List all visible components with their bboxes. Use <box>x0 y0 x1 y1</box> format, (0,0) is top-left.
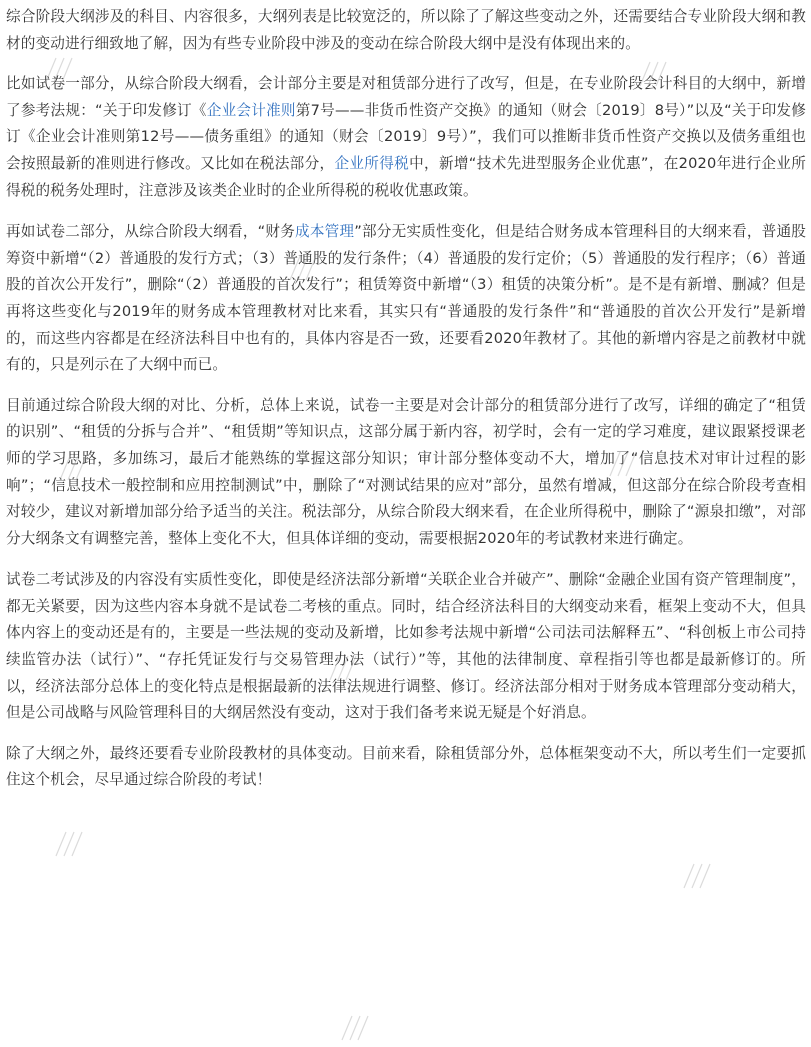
diagonal-stroke-watermark-icon <box>680 860 714 890</box>
diagonal-stroke-watermark-icon <box>338 1012 372 1042</box>
link-cost-management[interactable]: 成本管理 <box>295 223 355 241</box>
paragraph-4: 目前通过综合阶段大纲的对比、分析，总体上来说，试卷一主要是对会计部分的租赁部分进行了改写，详细的确定了“租赁的识别”、“租赁的分拆与合并”、“租赁期”等知识点，这部分属于新内容，初学时，会有一定的学习难度，建议跟紧授课老师的学习思路，多加练习，最后才能熟练的掌握这部分知识；审计部分整体变动不大，增加了“信息技术对审计过程的影响”；“信息技术一般控制和应用控制测试”中，删除了“对测试结果的应对”部分，虽然有增减，但这部分在综合阶段考查相对较少，建议对新增加部分给予适当的关注。税法部分，从综合阶段大纲来看，在企业所得税中，删除了“源泉扣缴”，对部分大纲条文有调整完善，整体上变化不大，但具体详细的变动，需要根据2020年的考试教材来进行确定。 <box>6 396 806 547</box>
paragraph-1: 综合阶段大纲涉及的科目、内容很多，大纲列表是比较宽泛的，所以除了了解这些变动之外，还需要结合专业阶段大纲和教材的变动进行细致地了解，因为有些专业阶段中涉及的变动在综合阶段大纲中是没有体现出来的。 <box>6 8 806 52</box>
diagonal-stroke-watermark-icon <box>52 828 86 858</box>
link-enterprise-accounting-standards[interactable]: 企业会计准则 <box>206 101 296 119</box>
paragraph-3-text-b: ”部分无实质性变化，但是结合财务成本管理科目的大纲来看，普通股筹资中新增“（2）普通股的发行方式；（3）普通股的发行条件；（4）普通股的发行定价；（5）普通股的发行程序；（6）普通股的首次公开发行”，删除“（2）普通股的首次发行”；租赁筹资中新增“（3）租赁的决策分析”。是不是有新增、删减？但是再将这些变化与2019年的财务成本管理教材对比来看，其实只有“普通股的发行条件”和“普通股的首次公开发行”是新增的，而这些内容都是在经济法科目中也有的，具体内容是否一致，还要看2020年教材了。其他的新增内容是之前教材中就有的，只是列示在了大纲中而已。 <box>6 223 807 374</box>
paragraph-6: 除了大纲之外，最终还要看专业阶段教材的具体变动。目前来看，除租赁部分外，总体框架变动不大，所以考生们一定要抓住这个机会，尽早通过综合阶段的考试！ <box>6 744 806 789</box>
article-body <box>6 0 806 794</box>
paragraph-3 <box>6 219 806 379</box>
paragraph-3-text-a: 再如试卷二部分，从综合阶段大纲看，“财务 <box>6 223 296 241</box>
paragraph-2-text-c: 中，新增“技术先进型服务企业优惠”，在2020年进行企业所得税的税务处理时，注意涉及该类企业时的企业所得税的税收优惠政策。 <box>6 154 806 199</box>
paragraph-5: 试卷二考试涉及的内容没有实质性变化，即使是经济法部分新增“关联企业合并破产”、删除“金融企业国有资产管理制度”，都无关紧要，因为这些内容本身就不是试卷二考核的重点。同时，结合经济法科目的大纲变动来看，框架上变动不大，但具体内容上的变动还是有的，主要是一些法规的变动及新增，比如参考法规中新增“公司法司法解释五”、“科创板上市公司持续监管办法（试行）”、“存托凭证发行与交易管理办法（试行）”等，其他的法律制度、章程指引等也都是最新修订的。所以，经济法部分总体上的变化特点是根据最新的法律法规进行调整、修订。经济法部分相对于财务成本管理部分变动稍大，但是公司战略与风险管理科目的大纲居然没有变动，这对于我们备考来说无疑是个好消息。 <box>6 571 806 722</box>
paragraph-2-text-a: 比如试卷一部分，从综合阶段大纲看，会计部分主要是对租赁部分进行了改写，但是，在专业阶段会计科目的大纲中，新增了参考法规：“关于印发修订《 <box>6 75 806 119</box>
paragraph-2 <box>6 71 806 204</box>
paragraph-2-text-b: 第7号——非货币性资产交换》的通知（财会〔2019〕8号）”以及“关于印发修订《企业会计准则第12号——债务重组》的通知（财会〔2019〕9号）”，我们可以推断非货币性资产交换以及债务重组也会按照最新的准则进行修改。又比如在税法部分， <box>6 101 806 172</box>
link-enterprise-income-tax[interactable]: 企业所得税 <box>334 154 410 172</box>
